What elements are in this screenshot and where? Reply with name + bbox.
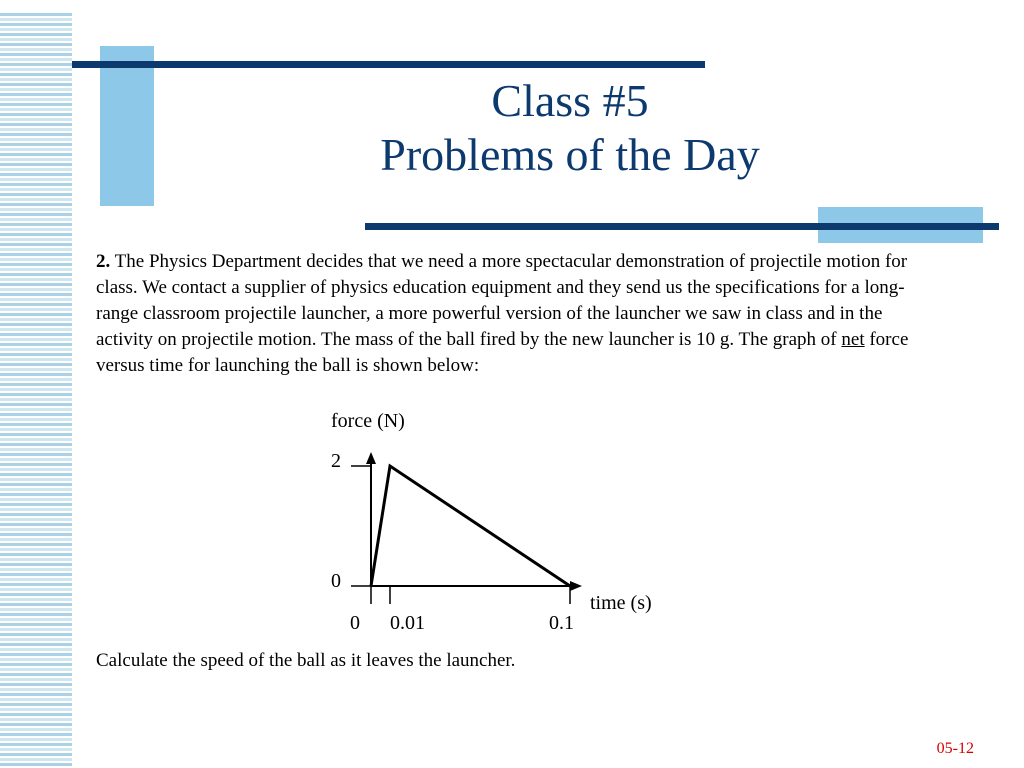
y-tick-label: 2 bbox=[331, 450, 341, 472]
slide-title bbox=[300, 74, 840, 182]
problem-underlined-word: net bbox=[841, 329, 865, 350]
x-axis-label: time (s) bbox=[590, 592, 652, 614]
decorative-stripe-band bbox=[0, 8, 72, 768]
stripe-gap bbox=[0, 0, 72, 12]
x-tick-label: 0 bbox=[350, 612, 360, 634]
title-accent-block bbox=[100, 46, 154, 206]
x-ticks bbox=[350, 586, 574, 634]
title-rule-top bbox=[72, 61, 705, 68]
title-line-2: Problems of the Day bbox=[380, 129, 760, 180]
x-tick-label: 0.1 bbox=[549, 612, 574, 634]
question-text: Calculate the speed of the ball as it leaves the launcher. bbox=[96, 650, 516, 671]
problem-text-part1: The Physics Department decides that we need a more spectacular demonstration of projectile motion for class. We contact a supplier of physics education equipment and they send us the specifications for a long-range classroom projectile launcher, a more powerful version of the launcher we saw in class and in the activity on projectile motion. The mass of the ball fired by the new launcher is 10 g. The graph of bbox=[96, 251, 908, 350]
problem-number: 2. bbox=[96, 251, 111, 272]
x-axis-arrowhead bbox=[570, 581, 582, 591]
y-tick-label: 0 bbox=[331, 570, 341, 592]
y-axis-label: force (N) bbox=[331, 410, 405, 432]
y-axis-arrowhead bbox=[366, 452, 376, 464]
problem-text-part2: force versus time for launching the ball is shown below: bbox=[96, 329, 909, 376]
y-ticks bbox=[331, 450, 371, 592]
title-rule-bottom bbox=[365, 223, 999, 230]
problem-statement bbox=[96, 249, 926, 379]
slide-number: 05-12 bbox=[936, 740, 974, 757]
title-line-1: Class #5 bbox=[491, 75, 649, 126]
x-tick-label: 0.01 bbox=[390, 612, 425, 634]
force-curve-series bbox=[371, 466, 570, 586]
